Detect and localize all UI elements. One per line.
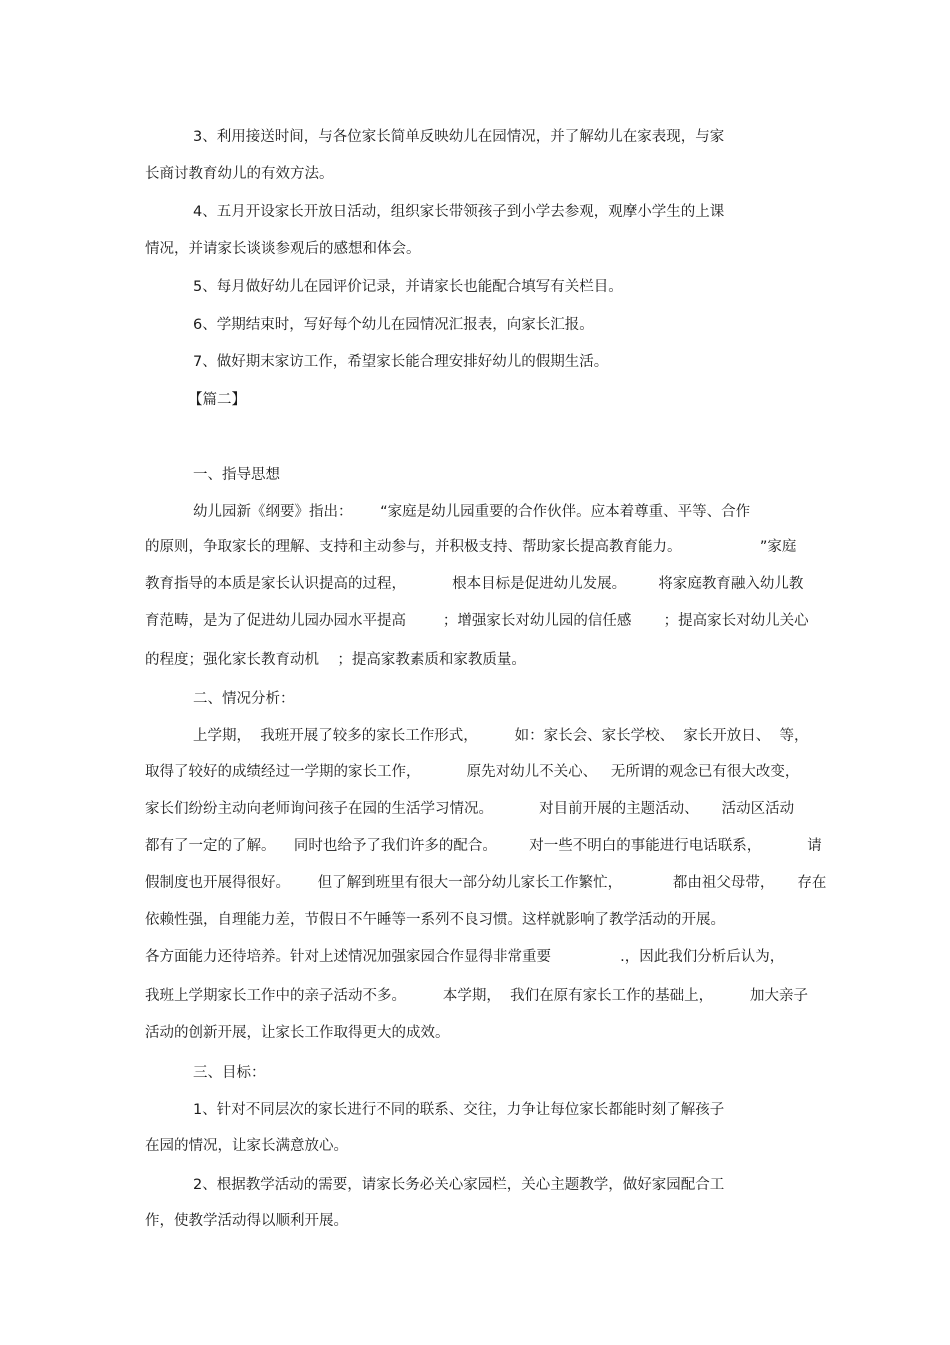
paragraph-line: 1、针对不同层次的家长进行不同的联系、交往，力争让每位家长都能时刻了解孩子 [193, 1102, 725, 1118]
paragraph-line: 长商讨教育幼儿的有效方法。 [145, 166, 334, 182]
paragraph-line: 情况，并请家长谈谈参观后的感想和体会。 [145, 241, 421, 257]
paragraph-line: 的原则，争取家长的理解、支持和主动参与，并积极支持、帮助家长提高教育能力。 ”家庭 [145, 539, 797, 555]
paragraph-line: 7、做好期末家访工作，希望家长能合理安排好幼儿的假期生活。 [193, 354, 609, 370]
paragraph-line: 4、五月开设家长开放日活动，组织家长带领孩子到小学去参观，观摩小学生的上课 [193, 204, 725, 220]
paragraph-line: 5、每月做好幼儿在园评价记录，并请家长也能配合填写有关栏目。 [193, 279, 623, 295]
paragraph-line: 活动的创新开展，让家长工作取得更大的成效。 [145, 1025, 450, 1041]
paragraph-line: 幼儿园新《纲要》指出： “家庭是幼儿园重要的合作伙伴。应本着尊重、平等、合作 [193, 504, 751, 520]
paragraph-line: 依赖性强，自理能力差，节假日不午睡等一系列不良习惯。这样就影响了教学活动的开展。 [145, 912, 725, 928]
paragraph-line: 各方面能力还待培养。针对上述情况加强家园合作显得非常重要 .，因此我们分析后认为， [145, 949, 785, 965]
paragraph-line: 6、学期结束时，写好每个幼儿在园情况汇报表，向家长汇报。 [193, 317, 594, 333]
paragraph-line: 的程度；强化家长教育动机 ；提高家教素质和家教质量。 [145, 652, 526, 668]
section-heading: 【篇二】 [188, 392, 246, 408]
paragraph-line: 家长们纷纷主动向老师询问孩子在园的生活学习情况。 对目前开展的主题活动、 活动区活动 [145, 801, 795, 817]
paragraph-line: 3、利用接送时间，与各位家长简单反映幼儿在园情况，并了解幼儿在家表现，与家 [193, 129, 725, 145]
paragraph-line: 教育指导的本质是家长认识提高的过程， 根本目标是促进幼儿发展。 将家庭教育融入幼儿教 [145, 576, 804, 592]
paragraph-line: 上学期， 我班开展了较多的家长工作形式， 如：家长会、家长学校、 家长开放日、 等， [193, 728, 809, 744]
section-heading: 一、指导思想 [193, 467, 280, 483]
paragraph-line: 育范畴，是为了促进幼儿园办园水平提高 ；增强家长对幼儿园的信任感 ；提高家长对幼儿关心 [145, 613, 809, 629]
section-heading: 三、目标： [193, 1065, 266, 1081]
paragraph-line: 取得了较好的成绩经过一学期的家长工作， 原先对幼儿不关心、 无所谓的观念已有很大改变， [145, 764, 800, 780]
paragraph-line: 在园的情况，让家长满意放心。 [145, 1138, 348, 1154]
paragraph-line: 都有了一定的了解。 同时也给予了我们许多的配合。 对一些不明白的事能进行电话联系， 请 [145, 838, 822, 854]
section-heading: 二、情况分析： [193, 691, 295, 707]
paragraph-line: 作，使教学活动得以顺利开展。 [145, 1213, 348, 1229]
paragraph-line: 2、根据教学活动的需要，请家长务必关心家园栏，关心主题教学，做好家园配合工 [193, 1177, 725, 1193]
paragraph-line: 我班上学期家长工作中的亲子活动不多。 本学期， 我们在原有家长工作的基础上， 加大亲子 [145, 988, 808, 1004]
paragraph-line: 假制度也开展得很好。 但了解到班里有很大一部分幼儿家长工作繁忙， 都由祖父母带， 存在 [145, 875, 827, 891]
